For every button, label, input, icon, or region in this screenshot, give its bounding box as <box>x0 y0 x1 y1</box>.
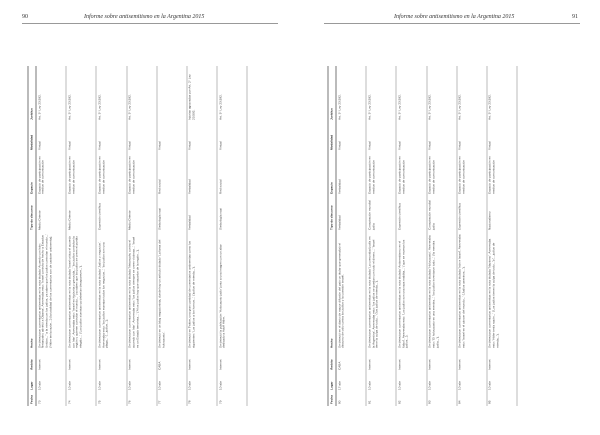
cell-hecho: Se detectó la publicación 'Holocausto judío' junto a una imagen con un altar dedicado a Adolf Hitler. <box>217 232 247 350</box>
cell-espacio: Verbalidad <box>336 152 366 196</box>
cell-juridico: Art. 3° Ley 23.592. <box>127 66 157 122</box>
cell-espacio: Verbalidad <box>187 152 217 196</box>
cell-tipo: Expresión científica <box>457 196 487 232</box>
row-id: 80 <box>336 392 366 406</box>
col-header: Ámbito <box>328 350 336 372</box>
cell-tipo: Expresión científica <box>96 196 126 232</box>
cell-hecho: Se detectó en un blog negacionista, donde hay un artículo titulado 'La farsa del holocausto'. <box>157 232 187 350</box>
cell-hecho: Se detectó en el diario de mayor difusión del país un titular que generalizó el discurso de odio contra los judíos y la cuestión israelí. <box>336 232 366 350</box>
col-header: Hecho <box>328 232 336 350</box>
cell-lugar: Internet <box>217 350 247 372</box>
cell-lugar: Internet <box>36 350 66 372</box>
col-header: Lugar <box>28 372 36 392</box>
table-header <box>328 66 336 406</box>
cell-espacio: Espacio de participación en medios de comunicación <box>396 152 426 196</box>
running-title: Informe sobre antisemitismo en la Argentina 2015 <box>394 14 515 20</box>
cell-espacio: Espacio de participación en medios de comunicación <box>487 152 517 196</box>
col-header: Tipo de discurso <box>328 196 336 232</box>
cell-fecha: 10-abr <box>427 372 457 392</box>
cell-tipo: Medio Oriente <box>66 196 96 232</box>
row-id: 77 <box>157 392 187 406</box>
right-page <box>300 0 600 435</box>
table-row <box>457 66 487 406</box>
cell-tipo: Verbalidad <box>336 196 366 232</box>
col-header: Modalidad <box>28 122 36 152</box>
cell-lugar: Internet <box>487 350 517 372</box>
cell-espacio: Espacio de participación en medios de comunicación <box>366 152 396 196</box>
cell-fecha: 10-abr <box>66 372 96 392</box>
table-row <box>396 66 426 406</box>
row-id: 81 <box>366 392 396 406</box>
col-header: Jurídico <box>328 66 336 122</box>
row-id: 82 <box>396 392 426 406</box>
cell-hecho: Se detectaron comentarios antisemitas en la nota titulada 'Irán e Israel'. Aseveraba esto: 'Israel es el cáncer del mundo...' ('Judíos asesinos...'). <box>457 232 487 350</box>
cell-lugar: Internet <box>187 350 217 372</box>
cell-espacio: Espacio de participación en medios de comunicación <box>127 152 157 196</box>
cell-hecho: Se detectaron comentarios antisemitas en la nota titulada 'Holocausto'. Aseveraba esto: 'El holocausto es una mentira...' 'los judíos inventaron todo...' ('la mentira judía...'). <box>427 232 457 350</box>
col-header: Espacio <box>28 152 36 196</box>
cell-hecho: Se detectaron comentarios antisemitas en la nota titulada 'Netanyahu contra el acuerdo con Irán'. Aseveraba esto: 'los judíos siempre se creen víctimas...' 'Israel es un Estado terrorista...' ('A los judíos hay que sacarlos de la región...'). <box>127 232 157 350</box>
table-row <box>336 66 366 406</box>
cell-lugar: CABA <box>336 350 366 372</box>
cell-modalidad: Virtual <box>487 122 517 152</box>
cell-hecho: Se detectaron comentarios antisemitas en la nota titulada 'Nazismo'. Aseveraba esto: 'Hitler tenía razón...' ('Los judíos tienen la culpa de todo...') ('...judíos de mierda...'). <box>487 232 517 350</box>
cell-modalidad: Virtual <box>36 122 66 152</box>
header-rule <box>324 23 580 24</box>
cell-hecho: Se detectaron comentarios antisemitas en la nota titulada 'Antisemitismo en el fútbol'. Aseveraba esto: 'Los judíos son una raza maldita...' ('que se mueran los judíos...'). <box>396 232 426 350</box>
rotated-table-wrapper <box>328 66 573 406</box>
page-number: 91 <box>572 14 578 20</box>
cell-fecha: 10-abr <box>217 372 247 392</box>
cell-modalidad: Virtual <box>127 122 157 152</box>
row-id: 79 <box>217 392 247 406</box>
col-header: Fecha <box>28 392 36 406</box>
running-title: Informe sobre antisemitismo en la Argentina 2015 <box>84 14 205 20</box>
cell-lugar: Internet <box>366 350 396 372</box>
row-id: 83 <box>427 392 457 406</box>
cell-fecha: 10-abr <box>396 372 426 392</box>
col-header: Espacio <box>328 152 336 196</box>
cell-modalidad: Virtual <box>157 122 187 152</box>
col-header: Ámbito <box>28 350 36 372</box>
cell-modalidad: Virtual <box>336 122 366 152</box>
cell-fecha: 10-abr <box>96 372 126 392</box>
row-id: 78 <box>187 392 217 406</box>
table-row <box>427 66 457 406</box>
cell-juridico <box>157 66 187 122</box>
cell-tipo: Verbalidad <box>187 196 217 232</box>
table-row <box>366 66 396 406</box>
cell-lugar: Internet <box>127 350 157 372</box>
cell-fecha: 10-abr <box>487 372 517 392</box>
cell-juridico: Art. 3° Ley 23.592. <box>96 66 126 122</box>
cell-fecha: 17-abr <box>336 372 366 392</box>
row-id: 73 <box>36 392 66 406</box>
incidents-table <box>328 66 518 406</box>
cell-lugar: Internet <box>96 350 126 372</box>
cell-lugar: CABA <box>157 350 187 372</box>
cell-tipo: Medio Oriente <box>36 196 66 232</box>
table-row <box>217 66 247 406</box>
cell-tipo: Simbología nazi <box>157 196 187 232</box>
header-rule <box>22 23 278 24</box>
cell-juridico: Art. 3° Ley 23.592. <box>217 66 247 122</box>
cell-fecha: 10-abr <box>187 372 217 392</box>
cell-hecho: Se detectaron comentarios antisemitas en la nota titulada 'Judíos y negocios'. Aseveraba esto: 'los judíos manejan todos los negocios...' 'los judíos son una plaga...' ('...judíos...'). <box>96 232 126 350</box>
cell-hecho: Se detectaron comentarios antisemitas en la nota titulada 'La comunidad judía en la Argentina'. Aseveraba esto: 'los judíos se quedan con todo el dinero...' 'Israel tiene la culpa de todo...' ('los judíos de mierda...'). <box>366 232 396 350</box>
cell-modalidad: Virtual <box>187 122 217 152</box>
cell-modalidad: Virtual <box>66 122 96 152</box>
cell-tipo: Conspiración mundial judía <box>366 196 396 232</box>
cell-espacio: Espacio de participación en medios de comunicación <box>66 152 96 196</box>
cell-juridico: Art. 3° Ley 23.592. <box>427 66 457 122</box>
table-header <box>28 66 36 406</box>
cell-tipo: Expresión científica <box>396 196 426 232</box>
row-id: 76 <box>127 392 157 406</box>
cell-espacio: Red social <box>157 152 187 196</box>
cell-lugar: Internet <box>427 350 457 372</box>
cell-fecha: 10-abr <box>36 372 66 392</box>
cell-hecho: Se detectó en Twitter, una gran cantidad de comentarios antisemitas como los siguientes: 'Los judíos a los hornos...' ('judíos de mierda...'). <box>187 232 217 350</box>
cell-juridico: Art. 3° Ley 23.592. <box>396 66 426 122</box>
cell-espacio: Espacio de participación en medios de comunicación <box>457 152 487 196</box>
cell-tipo: Medio Oriente <box>127 196 157 232</box>
cell-fecha: 10-abr <box>157 372 187 392</box>
table-row <box>127 66 157 406</box>
row-id: 84 <box>457 392 487 406</box>
cell-juridico: Art. 3° Ley 23.592. <box>366 66 396 122</box>
cell-juridico: Art. 3° Ley 23.592. <box>336 66 366 122</box>
row-id: 75 <box>96 392 126 406</box>
cell-lugar: Internet <box>457 350 487 372</box>
col-header: Tipo de discurso <box>28 196 36 232</box>
col-header: Jurídico <box>28 66 36 122</box>
cell-espacio: Espacio de participación en medios de comunicación <box>427 152 457 196</box>
cell-espacio: Espacio de participación en medios de comunicación <box>96 152 126 196</box>
col-header: Modalidad <box>328 122 336 152</box>
col-header: Fecha <box>328 392 336 406</box>
cell-modalidad: Virtual <box>396 122 426 152</box>
cell-fecha: 10-abr <box>127 372 157 392</box>
table-row <box>157 66 187 406</box>
incidents-table <box>28 66 248 406</box>
cell-lugar: Internet <box>66 350 96 372</box>
cell-modalidad: Virtual <box>366 122 396 152</box>
table-row <box>66 66 96 406</box>
cell-hecho: Se detectaron comentarios antisemitas en la nota titulada 'Israel critica el acuerdo con Irán'. Aseveraba esto: 'Israel es hipócrita y genocida...' 'los judíos controlan la región y quieren controlar el mundo...' 'ya saben que los judíos se creen el pueblo elegido...' ('Los judíos sionistas ya deberían desaparecer...'). <box>66 232 96 350</box>
table-row <box>36 66 66 406</box>
rotated-table-wrapper <box>28 66 273 406</box>
col-header: Lugar <box>328 372 336 392</box>
cell-juridico: Art. 3° Ley 23.592. <box>487 66 517 122</box>
cell-tipo: Simbología nazi <box>217 196 247 232</box>
cell-tipo: Nacionalismo <box>487 196 517 232</box>
cell-hecho: Se detectaron comentarios antisemitas en la nota titulada 'Acuerdo con Irán: Netanyahu advirtió a Obama'. Aseveraba esto: 'Israel controla de hecho a Estados Unidos...' 'a la mierda con los judíos, ya saben que los judíos controlan el mundo...' ('Hitler tenía razón...') (la totalidad de los comentarios son de carácter antisemita). <box>36 232 66 350</box>
cell-espacio: Red social <box>217 152 247 196</box>
cell-lugar: Internet <box>396 350 426 372</box>
cell-juridico: Art. 3° Ley 23.592. <box>457 66 487 122</box>
row-id: 85 <box>487 392 517 406</box>
table-row <box>187 66 217 406</box>
cell-modalidad: Virtual <box>96 122 126 152</box>
table-row <box>487 66 517 406</box>
cell-juridico: Injurias agravadas por Art. 2° Ley 23.592. <box>187 66 217 122</box>
cell-tipo: Conspiración mundial judía <box>427 196 457 232</box>
col-header: Hecho <box>28 232 36 350</box>
cell-fecha: 10-abr <box>457 372 487 392</box>
table-row <box>96 66 126 406</box>
cell-modalidad: Virtual <box>217 122 247 152</box>
cell-espacio: Espacio de participación en medios de comunicación <box>36 152 66 196</box>
page-number: 90 <box>22 14 28 20</box>
cell-juridico: Art. 3° Ley 23.592. <box>36 66 66 122</box>
row-id: 74 <box>66 392 96 406</box>
cell-modalidad: Virtual <box>427 122 457 152</box>
cell-modalidad: Virtual <box>457 122 487 152</box>
cell-juridico: Art. 3° Ley 23.592. <box>66 66 96 122</box>
cell-fecha: 10-abr <box>366 372 396 392</box>
